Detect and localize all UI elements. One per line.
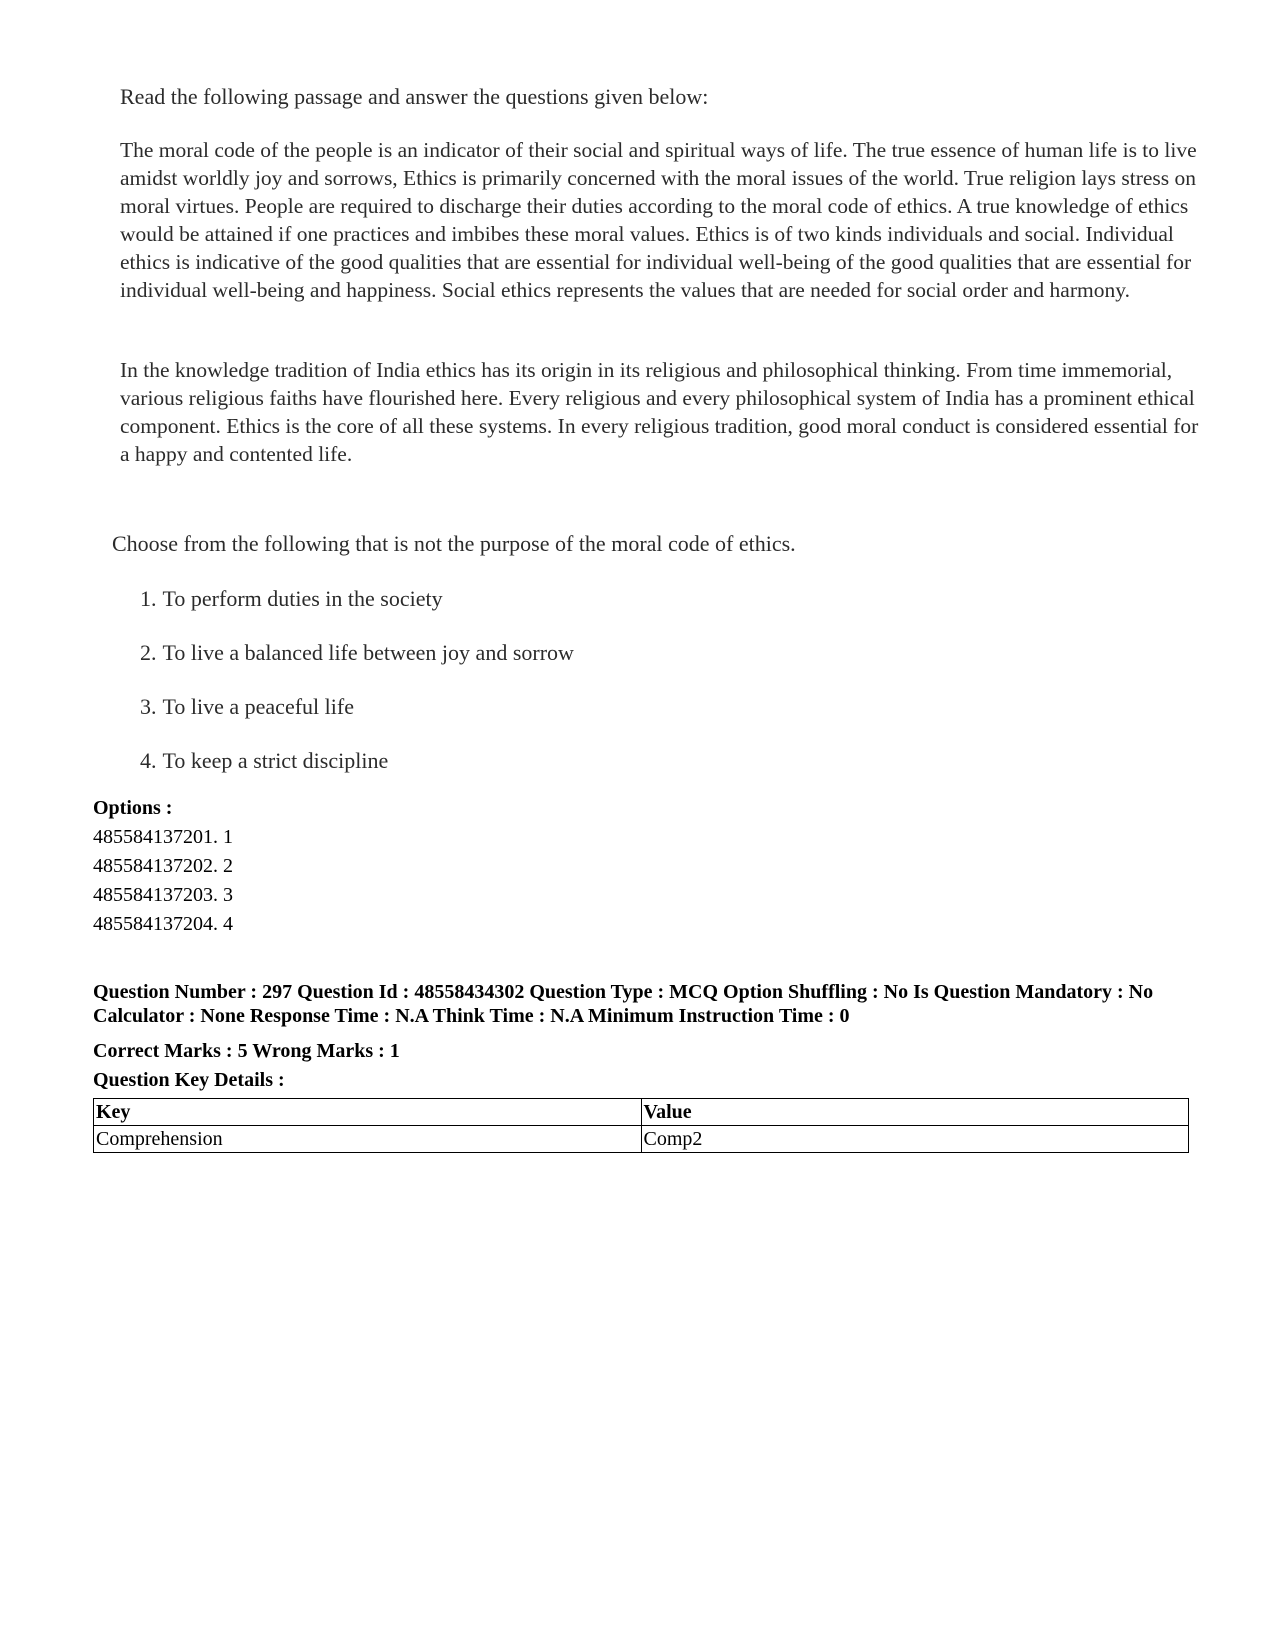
options-heading: Options :	[93, 797, 173, 819]
choice-item	[140, 640, 574, 666]
choice-number: 1.	[140, 586, 157, 611]
question-prompt: Choose from the following that is not the purpose of the moral code of ethics.	[112, 531, 796, 556]
choice-text: To live a balanced life between joy and sorrow	[162, 640, 574, 665]
passage-paragraph-1: The moral code of the people is an indicator of their social and spiritual ways of life. The true essence of human life is to live amidst worldly joy and sorrows, Ethics is primarily concerned with the moral issues of the world. True religion lays stress on moral virtues. People are required to discharge their duties according to the moral code of ethics. A true knowledge of ethics would be attained if one practices and imbibes these moral values. Ethics is of two kinds individuals and social. Individual ethics is indicative of the good qualities that are essential for individual well-being of the good qualities that are essential for individual well-being and happiness. Social ethics represents the values that are needed for social order and harmony.	[120, 138, 1197, 302]
option-item: 485584137203. 3	[93, 884, 233, 906]
choice-item	[140, 748, 388, 774]
choice-text: To live a peaceful life	[162, 694, 354, 719]
choice-number: 2.	[140, 640, 157, 665]
key-details-heading: Question Key Details :	[93, 1069, 285, 1091]
table-header-row	[94, 1099, 1189, 1126]
choice-item	[140, 694, 354, 720]
table-row	[94, 1126, 1189, 1153]
question-info: Question Number : 297 Question Id : 48558434302 Question Type : MCQ Option Shuffling : No Is Question Mandatory : No Calculator : None Response Time : N.A Think Time : N.A Minimum Instruction Time : 0	[93, 981, 1154, 1027]
choice-number: 4.	[140, 748, 157, 773]
table-cell-value: Comp2	[641, 1126, 1189, 1153]
option-item: 485584137201. 1	[93, 826, 233, 848]
table-cell-key: Comprehension	[94, 1126, 642, 1153]
marks-info: Correct Marks : 5 Wrong Marks : 1	[93, 1040, 400, 1062]
passage-paragraph-2: In the knowledge tradition of India ethics has its origin in its religious and philosophical thinking. From time immemorial, various religious faiths have flourished here. Every religious and every philosophical system of India has a prominent ethical component. Ethics is the core of all these systems. In every religious tradition, good moral conduct is considered essential for a happy and contented life.	[120, 358, 1199, 466]
choice-text: To perform duties in the society	[162, 586, 443, 611]
choice-number: 3.	[140, 694, 157, 719]
table-header-key: Key	[94, 1099, 642, 1126]
option-item: 485584137202. 2	[93, 855, 233, 877]
table-header-value: Value	[641, 1099, 1189, 1126]
key-details-table	[93, 1098, 1189, 1153]
choice-text: To keep a strict discipline	[162, 748, 389, 773]
choice-item	[140, 586, 443, 612]
passage-intro: Read the following passage and answer the questions given below:	[120, 84, 709, 109]
option-item: 485584137204. 4	[93, 913, 233, 935]
